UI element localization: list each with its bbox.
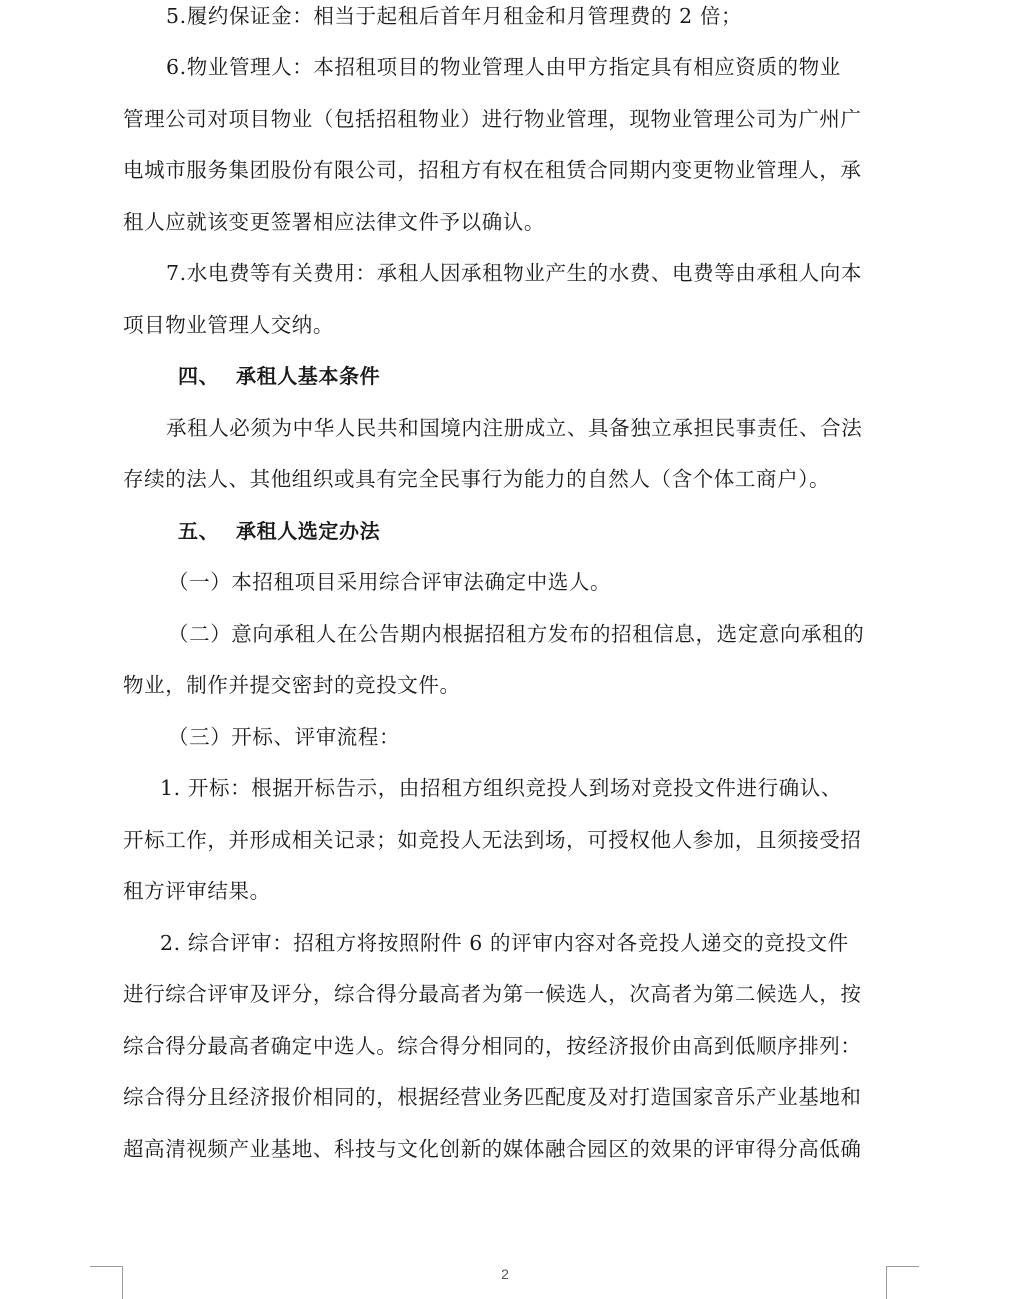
paragraph-line: 承租人必须为中华人民共和国境内注册成立、具备独立承担民事责任、合法 — [166, 416, 863, 440]
paragraph-line: （三）开标、评审流程： — [168, 725, 401, 749]
paragraph-line: 综合得分且经济报价相同的，根据经营业务匹配度及对打造国家音乐产业基地和 — [123, 1085, 862, 1109]
paragraph-line: 1. 开标：根据开标告示，由招租方组织竞投人到场对竞投文件进行确认、 — [160, 776, 842, 800]
paragraph-line: 7.水电费等有关费用：承租人因承租物业产生的水费、电费等由承租人向本 — [166, 261, 862, 285]
paragraph-line: 租方评审结果。 — [123, 879, 271, 903]
section-heading-title: 承租人基本条件 — [236, 364, 381, 388]
paragraph-line: 物业，制作并提交密封的竞投文件。 — [123, 673, 461, 697]
paragraph-line: 2. 综合评审：招租方将按照附件 6 的评审内容对各竞投人递交的竞投文件 — [160, 931, 849, 955]
paragraph-line: （二）意向承租人在公告期内根据招租方发布的招租信息，选定意向承租的 — [168, 622, 865, 646]
paragraph-line: 租人应就该变更签署相应法律文件予以确认。 — [123, 210, 545, 234]
paragraph-line: 开标工作，并形成相关记录；如竞投人无法到场，可授权他人参加，且须接受招 — [123, 828, 862, 852]
section-heading-number: 五、 — [178, 519, 220, 543]
margin-corner-mark-right — [886, 1266, 919, 1299]
paragraph-line: 进行综合评审及评分，综合得分最高者为第一候选人，次高者为第二候选人，按 — [123, 982, 862, 1006]
section-heading — [0, 514, 1010, 566]
section-heading — [0, 359, 1010, 411]
paragraph-line: 管理公司对项目物业（包括招租物业）进行物业管理，现物业管理公司为广州广 — [123, 107, 862, 131]
paragraph-line: 综合得分最高者确定中选人。综合得分相同的，按经济报价由高到低顺序排列： — [123, 1034, 862, 1058]
section-heading-number: 四、 — [178, 364, 220, 388]
paragraph-line: 超高清视频产业基地、科技与文化创新的媒体融合园区的效果的评审得分高低确 — [123, 1137, 862, 1161]
paragraph-line: 6.物业管理人：本招租项目的物业管理人由甲方指定具有相应资质的物业 — [166, 55, 841, 79]
paragraph-line: （一）本招租项目采用综合评审法确定中选人。 — [168, 570, 612, 594]
paragraph-line: 存续的法人、其他组织或具有完全民事行为能力的自然人（含个体工商户）。 — [123, 467, 831, 491]
paragraph-line: 电城市服务集团股份有限公司，招租方有权在租赁合同期内变更物业管理人，承 — [123, 158, 862, 182]
page-number: 2 — [501, 1266, 509, 1282]
section-heading-title: 承租人选定办法 — [236, 519, 381, 543]
paragraph-line: 5.履约保证金：相当于起租后首年月租金和月管理费的 2 倍； — [166, 4, 743, 28]
paragraph-line: 项目物业管理人交纳。 — [123, 313, 334, 337]
